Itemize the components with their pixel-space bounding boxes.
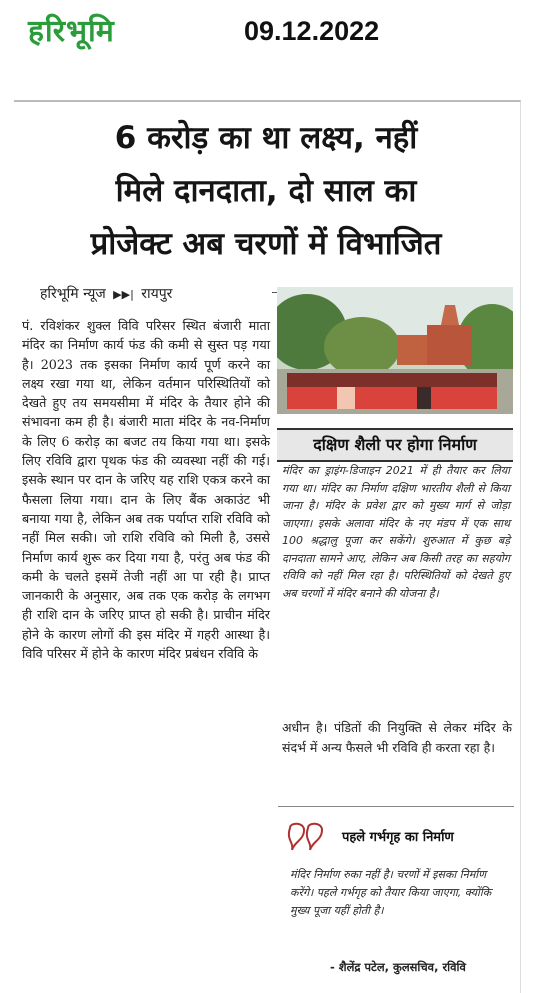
byline-source: हरिभूमि न्यूज xyxy=(40,286,106,302)
quote-bubble-icon xyxy=(284,820,332,860)
quote-text-body: मंदिर निर्माण रुका नहीं है। चरणों में इसका निर्माण करेंगे। पहले गर्भगृह को तैयार किया जाएगा, क्योंकि मुख्य पूजा यहीं होती है। xyxy=(290,868,492,917)
newspaper-logo: हरिभूमि xyxy=(28,14,115,49)
byline xyxy=(40,284,172,303)
headline-line-2: मिले दानदाता, दो साल का xyxy=(115,173,417,209)
quote-icon xyxy=(284,820,332,860)
headline-line-3: प्रोजेक्ट अब चरणों में विभाजित xyxy=(90,226,442,262)
sidebar-text xyxy=(282,462,510,602)
temple-photo xyxy=(277,287,513,414)
byline-arrow-icon: ▶▶| xyxy=(113,288,134,301)
sidebar-text-body: मंदिर का ड्राइंग-डिजाइन 2021 में ही तैयार कर लिया गया था। मंदिर का निर्माण दक्षिण भारतीय शैली से किया जाना है। मंदिर के प्रवेश द्वार को मुख्य मार्ग से जोड़ा जाएगा। इसके अलावा मंदिर के नए मंडप में एक साथ 100 श्रद्धालु पूजा कर सकेंगे। शुरुआत में कुछ बड़े दानदाता सामने आए, लेकिन अब किसी तरह का सहयोग रविवि को नहीं मिल रहा है। परिस्थितियों को देखते हुए अब चरणों में मंदिर बनाने की योजना है। xyxy=(282,464,510,600)
headline-line-1: 6 करोड़ का था लक्ष्य, नहीं xyxy=(114,120,418,156)
quote-text xyxy=(290,866,508,920)
article-body-left-text: पं. रविशंकर शुक्ल विवि परिसर स्थित बंजारी माता मंदिर का निर्माण कार्य फंड की कमी से सुस्त पड़ गया है। 2023 तक इसका निर्माण कार्य पूर्ण करने का लक्ष्य रखा गया था, लेकिन वर्तमान परिस्थितियों को देखते हुए तय समयसीमा में मंदिर के तैयार होने की संभावना कम ही है। बंजारी माता मंदिर के नव-निर्माण के लिए 6 करोड़ का बजट तय किया गया था। इसके लिए रविवि द्वारा पृथक फंड की व्यवस्था नहीं की गई। इसके स्थान पर दान के जरिए यह राशि एकत्र करने का फैसला लिया गया। दान के लिए बैंक अकाउंट भी बनाया गया है, लेकिन अब तक पर्याप्त राशि रविवि को नहीं मिल सकी। जो राशि रविवि को मिली है, उससे निर्माण कार्य शुरू कर दिया गया है, परंतु अब फंड की कमी के चलते इसमें तेजी नहीं आ पा रही है। प्राप्त जानकारी के अनुसार, अब तक एक करोड़ के लगभग ही राशि दान के जरिए प्राप्त हो सकी है। प्राचीन मंदिर होने के कारण लोगों की इस मंदिर में गहरी आस्था है। विवि परिसर में होने के कारण मंदिर प्रबंधन रविवि के xyxy=(22,318,270,662)
headline xyxy=(22,112,510,271)
publication-date: 09.12.2022 xyxy=(244,16,380,46)
article-body-left xyxy=(22,316,270,663)
temple-photo-icon xyxy=(277,287,513,414)
quote-attribution: - शैलेंद्र पटेल, कुलसचिव, रविवि xyxy=(330,960,466,974)
article-body-right xyxy=(282,718,512,757)
masthead xyxy=(0,0,533,68)
byline-city: रायपुर xyxy=(141,286,173,302)
box-title: पहले गर्भगृह का निर्माण xyxy=(342,830,454,845)
article-body-right-text: अधीन है। पंडितों की नियुक्ति से लेकर मंदिर के संदर्भ में अन्य फैसले भी रविवि ही करता रहा है। xyxy=(282,720,512,755)
divider xyxy=(278,806,514,807)
sidebar-subhead: दक्षिण शैली पर होगा निर्माण xyxy=(277,428,513,462)
